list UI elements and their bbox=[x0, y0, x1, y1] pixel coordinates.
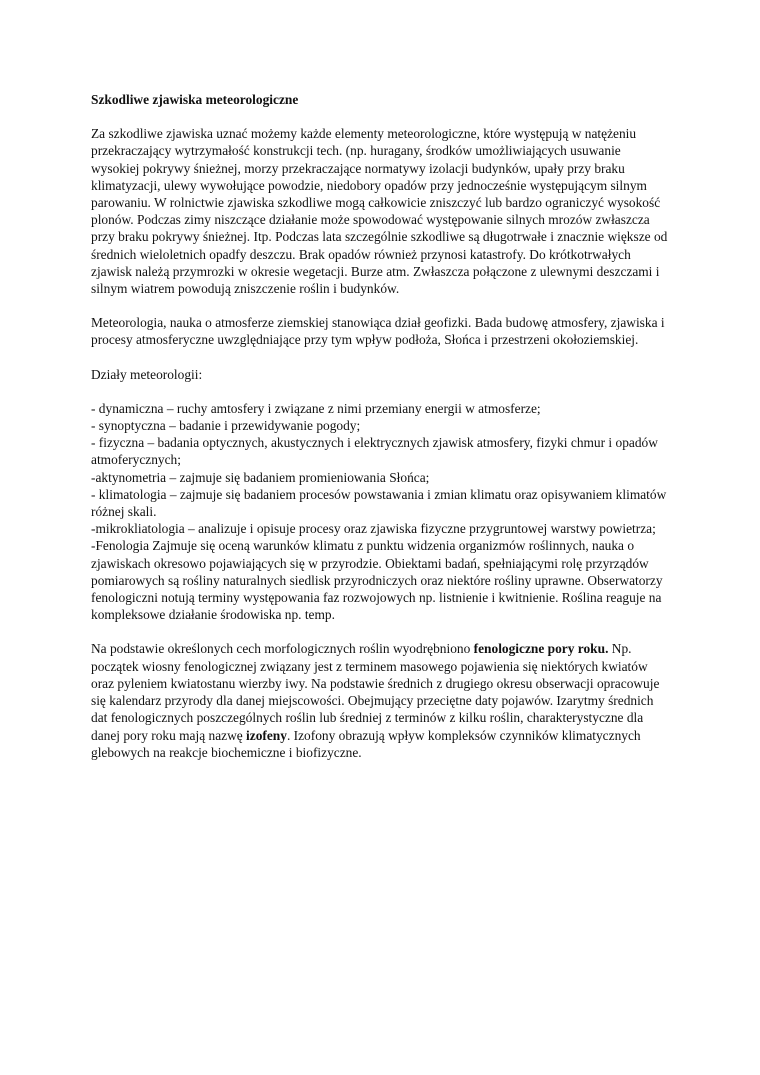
list-item: -aktynometria – zajmuje się badaniem promieniowania Słońca; bbox=[91, 469, 430, 485]
paragraph-phenological-seasons bbox=[91, 640, 671, 760]
paragraph-gap bbox=[91, 349, 671, 366]
paragraph-meteorology-definition: Meteorologia, nauka o atmosferze ziemskiej stanowiąca dział geofizki. Bada budowę atmosfery, zjawiska i procesy atmosferyczne uwzględniające przy tym wpływ podłoża, Słońca i przestrzeni okołoziemskiej. bbox=[91, 315, 665, 348]
divisions-list bbox=[91, 400, 671, 624]
list-item: - dynamiczna – ruchy amtosfery i związane z nimi przemiany energii w atmosferze; bbox=[91, 400, 541, 416]
list-item: -Fenologia Zajmuje się oceną warunków klimatu z punktu widzenia organizmów roślinnych, nauka o zjawiskach okresowo pojawiających się w przyrodzie. Obiektami badań, spełniającymi rolę przyrządów pomiarowych są rośliny naturalnych siedlisk przyrodniczych oraz niektóre rośliny uprawne. Obserwatorzy fenologiczni notują terminy występowania faz rozwojowych np. listnienie i kwitnienie. Roślina reaguje na kompleksowe działanie środowiska np. temp. bbox=[91, 538, 663, 623]
paragraph-gap bbox=[91, 383, 671, 400]
document-page bbox=[91, 91, 671, 761]
text-span: Na podstawie określonych cech morfologicznych roślin wyodrębniono bbox=[91, 641, 474, 657]
bold-term: izofeny bbox=[246, 727, 287, 743]
paragraph-gap bbox=[91, 623, 671, 640]
text-span: Np. początek wiosny fenologicznej związany jest z terminem masowego pojawienia się niektórych kwiatów oraz pyleniem kwiatostanu wierzby iwy. Na podstawie średnich z drugiego okresu obserwacji opracowuje się kalendarz przyrody dla danej miejscowości. Obejmujący przeciętne daty pojawów. Izarytmy średnich dat fenologicznych poszczególnych roślin lub średniej z terminów z kilku roślin, charakterystyczne dla danej pory roku mają nazwę bbox=[91, 641, 660, 743]
paragraph-harmful-phenomena: Za szkodliwe zjawiska uznać możemy każde elementy meteorologiczne, które występują w natężeniu przekraczający wytrzymałość konstrukcji tech. (np. huragany, środków umożliwiających usuwanie wysokiej pokrywy śnieżnej, morzy przekraczające normatywy izolacji budynków, upały przy braku klimatyzacji, ulewy wywołujące powodzie, niedobory opadów przy jednocześnie występującym silnym parowaniu. W rolnictwie zjawiska szkodliwe mogą całkowicie zniszczyć lub bardzo ograniczyć wysokość plonów. Podczas zimy niszczące działanie może spowodować występowanie silnych mrozów zwłaszcza przy braku pokrywy śnieżnej. Itp. Podczas lata szczególnie szkodliwe są długotrwałe i znacznie większe od średnich wieloletnich opadfy deszczu. Brak opadów również przynosi katastrofy. Do krótkotrwałych zjawisk należą przymrozki w okresie wegetacji. Burze atm. Zwłaszcza połączone z ulewnymi deszczami i silnym wiatrem powodują zniszczenie roślin i budynków. bbox=[91, 126, 668, 297]
paragraph-gap bbox=[91, 297, 671, 314]
list-item: - klimatologia – zajmuje się badaniem procesów powstawania i zmian klimatu oraz opisywaniem klimatów różnej skali. bbox=[91, 486, 667, 520]
bold-term: fenologiczne pory roku. bbox=[473, 641, 609, 657]
list-item: -mikrokliatologia – analizuje i opisuje procesy oraz zjawiska fizyczne przygruntowej warstwy powietrza; bbox=[91, 521, 656, 537]
text-span: . Izofony obrazują wpływ kompleksów czynników klimatycznych glebowych na reakcje biochemiczne i biofizyczne. bbox=[91, 727, 641, 760]
list-item: - fizyczna – badania optycznych, akustycznych i elektrycznych zjawisk atmosfery, fizyki chmur i opadów atmoferycznych; bbox=[91, 435, 658, 468]
document-title: Szkodliwe zjawiska meteorologiczne bbox=[91, 92, 299, 107]
paragraph-divisions-heading: Działy meteorologii: bbox=[91, 366, 203, 382]
list-item: - synoptyczna – badanie i przewidywanie pogody; bbox=[91, 418, 361, 434]
